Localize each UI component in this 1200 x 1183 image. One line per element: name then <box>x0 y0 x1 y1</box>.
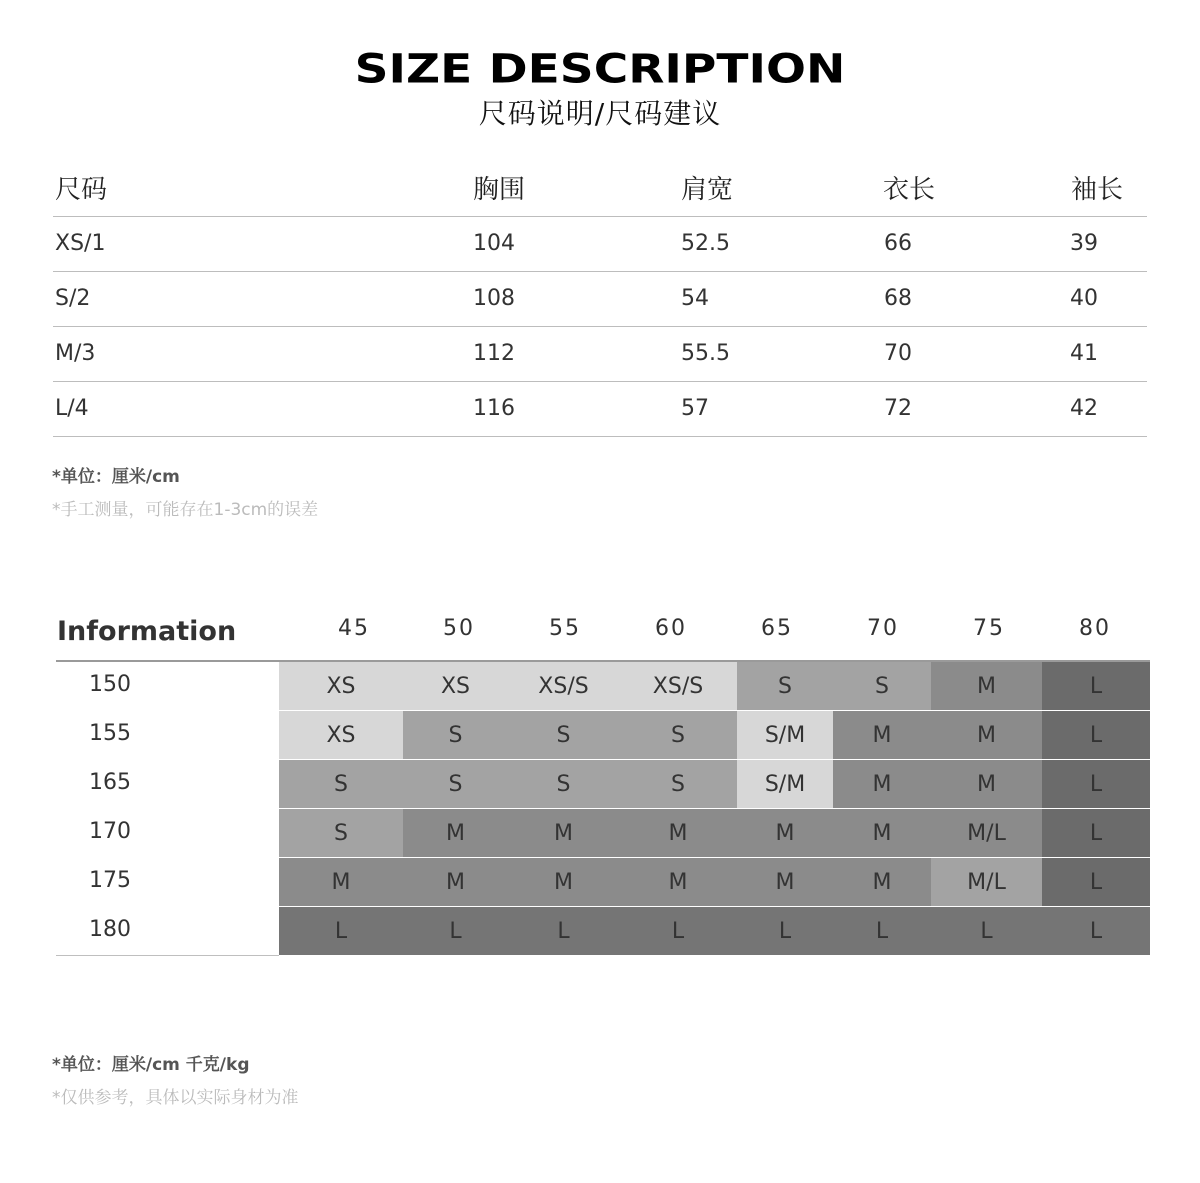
size-cell: L <box>403 907 508 955</box>
height-value: 165 <box>89 770 131 795</box>
grid-row <box>56 808 1150 857</box>
table-cell: 42 <box>1070 396 1098 421</box>
size-cell: M/L <box>931 858 1042 906</box>
info-title: Information <box>57 616 237 647</box>
header-chest: 胸围 <box>473 175 526 205</box>
size-cell: S <box>279 760 403 808</box>
size-cell: L <box>1042 662 1150 710</box>
table-cell: XS/1 <box>55 231 106 256</box>
size-cell: S <box>737 662 833 710</box>
size-cell: L <box>931 907 1042 955</box>
grid-row <box>56 660 1150 710</box>
weight-header: 70 <box>867 616 899 641</box>
size-cell: M <box>403 858 508 906</box>
height-label <box>56 858 279 907</box>
size-cell: M <box>833 809 931 857</box>
table-cell: 66 <box>884 231 912 256</box>
grid-row <box>56 759 1150 808</box>
table-cell: L/4 <box>55 396 89 421</box>
height-label <box>56 907 279 956</box>
size-cell: S <box>833 662 931 710</box>
info-header <box>57 608 1150 660</box>
page-title: SIZE DESCRIPTION <box>354 45 846 92</box>
size-cell: M <box>833 711 931 759</box>
size-cell: M <box>403 809 508 857</box>
size-cell: L <box>737 907 833 955</box>
size-cell: M <box>833 760 931 808</box>
height-value: 170 <box>89 819 131 844</box>
size-cell: M <box>931 662 1042 710</box>
table-cell: 57 <box>681 396 709 421</box>
table-cell: 39 <box>1070 231 1098 256</box>
size-cell: L <box>279 907 403 955</box>
table-cell: 68 <box>884 286 912 311</box>
size-cell: M <box>279 858 403 906</box>
size-cell: M <box>737 858 833 906</box>
height-value: 180 <box>89 917 131 942</box>
table-cell: 52.5 <box>681 231 730 256</box>
size-cell: L <box>1042 907 1150 955</box>
table-cell: 70 <box>884 341 912 366</box>
height-value: 150 <box>89 672 131 697</box>
size-cell: L <box>508 907 619 955</box>
size-cell: XS/S <box>508 662 619 710</box>
weight-header: 45 <box>338 616 370 641</box>
size-cell: M/L <box>931 809 1042 857</box>
table-row <box>53 217 1147 272</box>
size-cell: S/M <box>737 711 833 759</box>
size-table-header <box>53 168 1147 217</box>
table-row <box>53 327 1147 382</box>
grid-row <box>56 906 1150 955</box>
size-cell: S <box>619 760 737 808</box>
header-sleeve: 袖长 <box>1071 175 1124 205</box>
table-cell: 40 <box>1070 286 1098 311</box>
weight-header: 55 <box>549 616 581 641</box>
size-cell: S <box>403 711 508 759</box>
tolerance-note: *手工测量，可能存在1-3cm的误差 <box>52 500 319 520</box>
height-value: 175 <box>89 868 131 893</box>
weight-header: 60 <box>655 616 687 641</box>
reference-note: *仅供参考，具体以实际身材为准 <box>52 1088 299 1108</box>
size-cell: S <box>508 711 619 759</box>
size-cell: M <box>737 809 833 857</box>
size-cell: S <box>619 711 737 759</box>
table-cell: 108 <box>473 286 515 311</box>
table-row <box>53 272 1147 327</box>
size-cell: M <box>619 809 737 857</box>
size-cell: M <box>833 858 931 906</box>
header-shoulder: 肩宽 <box>681 175 734 205</box>
size-recommendation-grid <box>56 660 1150 955</box>
size-cell: M <box>508 858 619 906</box>
grid-row <box>56 857 1150 906</box>
size-cell: L <box>1042 809 1150 857</box>
header-length: 衣长 <box>883 175 936 205</box>
size-cell: L <box>619 907 737 955</box>
unit-note: *单位：厘米/cm <box>52 467 180 487</box>
table-cell: M/3 <box>55 341 96 366</box>
size-cell: M <box>931 711 1042 759</box>
size-cell: L <box>1042 711 1150 759</box>
height-label <box>56 711 279 760</box>
height-label <box>56 662 279 711</box>
table-cell: 112 <box>473 341 515 366</box>
weight-header: 75 <box>973 616 1005 641</box>
size-cell: S <box>403 760 508 808</box>
table-cell: 72 <box>884 396 912 421</box>
size-cell: M <box>508 809 619 857</box>
table-cell: 41 <box>1070 341 1098 366</box>
size-cell: XS <box>279 711 403 759</box>
unit-note-bottom: *单位：厘米/cm 千克/kg <box>52 1055 250 1075</box>
weight-header: 65 <box>761 616 793 641</box>
size-cell: XS <box>279 662 403 710</box>
header-size: 尺码 <box>55 175 108 205</box>
size-cell: S/M <box>737 760 833 808</box>
table-cell: 54 <box>681 286 709 311</box>
size-cell: S <box>279 809 403 857</box>
size-cell: L <box>1042 858 1150 906</box>
height-label <box>56 760 279 809</box>
weight-header: 50 <box>443 616 475 641</box>
size-cell: XS/S <box>619 662 737 710</box>
height-label <box>56 809 279 858</box>
size-table <box>53 168 1147 437</box>
size-cell: M <box>619 858 737 906</box>
size-cell: L <box>833 907 931 955</box>
size-cell: M <box>931 760 1042 808</box>
table-cell: 55.5 <box>681 341 730 366</box>
table-cell: S/2 <box>55 286 91 311</box>
table-cell: 116 <box>473 396 515 421</box>
table-row <box>53 382 1147 437</box>
table-cell: 104 <box>473 231 515 256</box>
grid-row <box>56 710 1150 759</box>
height-value: 155 <box>89 721 131 746</box>
page-subtitle: 尺码说明/尺码建议 <box>478 97 722 130</box>
size-cell: L <box>1042 760 1150 808</box>
size-cell: XS <box>403 662 508 710</box>
weight-header: 80 <box>1079 616 1111 641</box>
size-cell: S <box>508 760 619 808</box>
